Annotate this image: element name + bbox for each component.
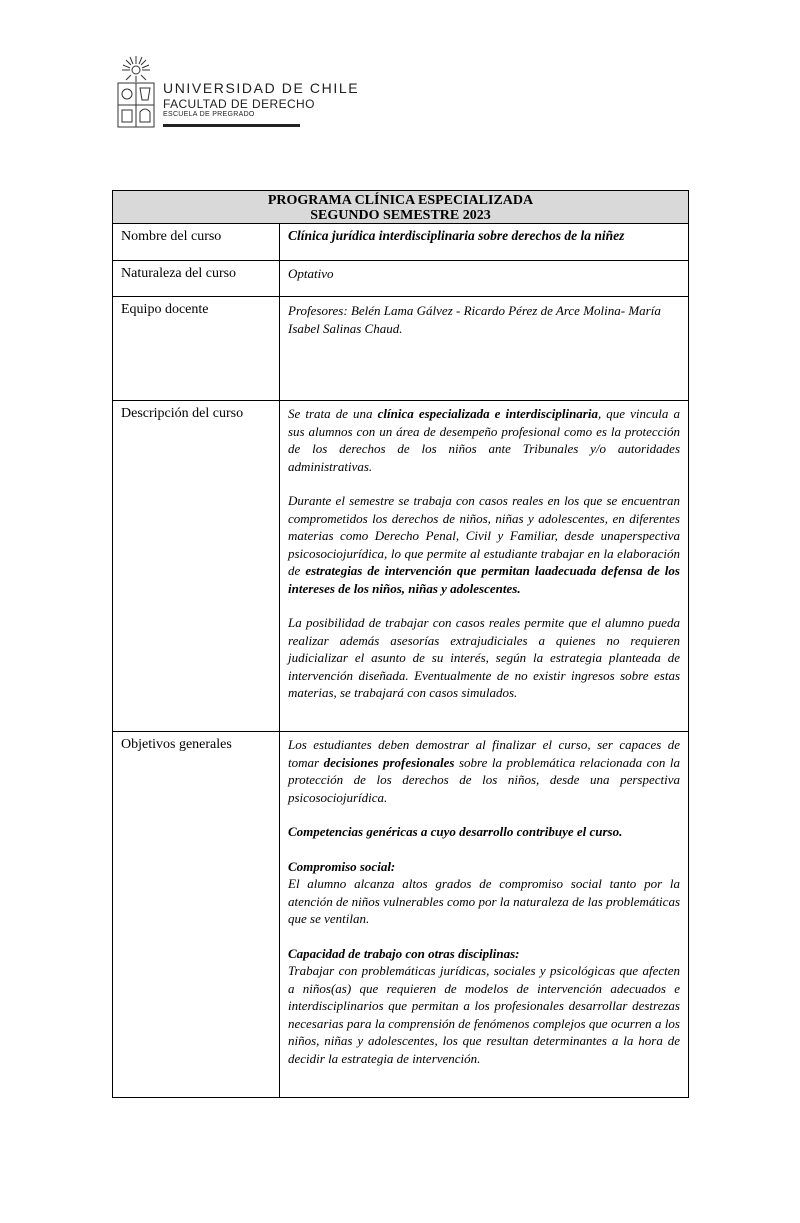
- teaching-team-label: Equipo docente: [113, 297, 280, 400]
- nature-value: Optativo: [288, 266, 334, 281]
- university-name: UNIVERSIDAD DE CHILE: [163, 80, 360, 96]
- table-header: [113, 191, 688, 224]
- description-paragraph-2: Durante el semestre se trabaja con casos reales en los que se encuentran comprometidos los derechos de niños, niñas y adolescentes, en diferentes materias como Derecho Penal, Civil y Familiar, desde unaperspectiva psicosociojurídica, lo que permite al estudiante trabajar en la elaboración de estrategias de intervención que permitan laadecuada defensa de los intereses de los niños, niñas y adolescentes.: [288, 493, 680, 596]
- header-semester: SEGUNDO SEMESTRE 2023: [310, 208, 491, 223]
- course-name-label: Nombre del curso: [113, 224, 280, 260]
- program-table: [112, 190, 689, 1098]
- logo-divider: [163, 124, 300, 127]
- description-label: Descripción del curso: [113, 401, 280, 731]
- row-description: [113, 401, 688, 732]
- competencies-title: Competencias genéricas a cuyo desarrollo contribuye el curso.: [288, 824, 623, 839]
- description-value: [280, 401, 688, 702]
- description-paragraph-3: La posibilidad de trabajar con casos reales permite que el alumno pueda realizar además asesorías extrajudiciales a quienes no requieren judicializar el asunto de su interés, según la estrategia planteada de intervención diseñada. Eventualmente de no existir ingresos sobre estas materias, se trabajará con casos simulados.: [288, 615, 680, 700]
- university-seal-icon: [114, 52, 159, 132]
- faculty-name: FACULTAD DE DERECHO: [163, 97, 315, 111]
- row-teaching-team: [113, 297, 688, 401]
- row-nature: [113, 261, 688, 297]
- nature-label: Naturaleza del curso: [113, 261, 280, 296]
- school-name: ESCUELA DE PREGRADO: [163, 111, 255, 118]
- teaching-team-value: Profesores: Belén Lama Gálvez - Ricardo Pérez de Arce Molina- María Isabel Salinas Chaud.: [288, 303, 661, 336]
- social-commitment-title: Compromiso social:: [288, 858, 396, 874]
- header-title: PROGRAMA CLÍNICA ESPECIALIZADA: [267, 193, 534, 208]
- description-paragraph-1: Se trata de una clínica especializada e interdisciplinaria, que vincula a sus alumnos con un área de desempeño profesional como es la protección de los derechos de los niños ante Tribunales y/o autoridades administrativas.: [288, 406, 680, 474]
- row-course-name: [113, 224, 688, 261]
- interdisciplinary-title: Capacidad de trabajo con otras disciplinas:: [288, 945, 520, 961]
- objectives-value: [280, 732, 688, 1067]
- social-commitment-text: El alumno alcanza altos grados de compromiso social tanto por la atención de niños vulnerables como por la naturaleza de las problemáticas que se ventilan.: [288, 876, 680, 926]
- interdisciplinary-text: Trabajar con problemáticas jurídicas, sociales y psicológicas que afecten a niños(as) que requieren de modelos de intervención adecuados e interdisciplinarios que permitan a los profesionales desarrollar destrezas necesarias para la comprensión de fenómenos complejos que ocurren a los niños, niñas y adolescentes, los que resultan determinantes a la hora de decidir la estrategia de intervención.: [288, 963, 680, 1066]
- objectives-label: Objetivos generales: [113, 732, 280, 1098]
- course-name-value: Clínica jurídica interdisciplinaria sobre derechos de la niñez: [288, 228, 625, 243]
- objectives-paragraph: Los estudiantes deben demostrar al finalizar el curso, ser capaces de tomar decisiones profesionales sobre la problemática relacionada con la protección de los derechos de los niños, desde una perspectiva psicosociojurídica.: [288, 737, 680, 805]
- row-objectives: [113, 732, 688, 1098]
